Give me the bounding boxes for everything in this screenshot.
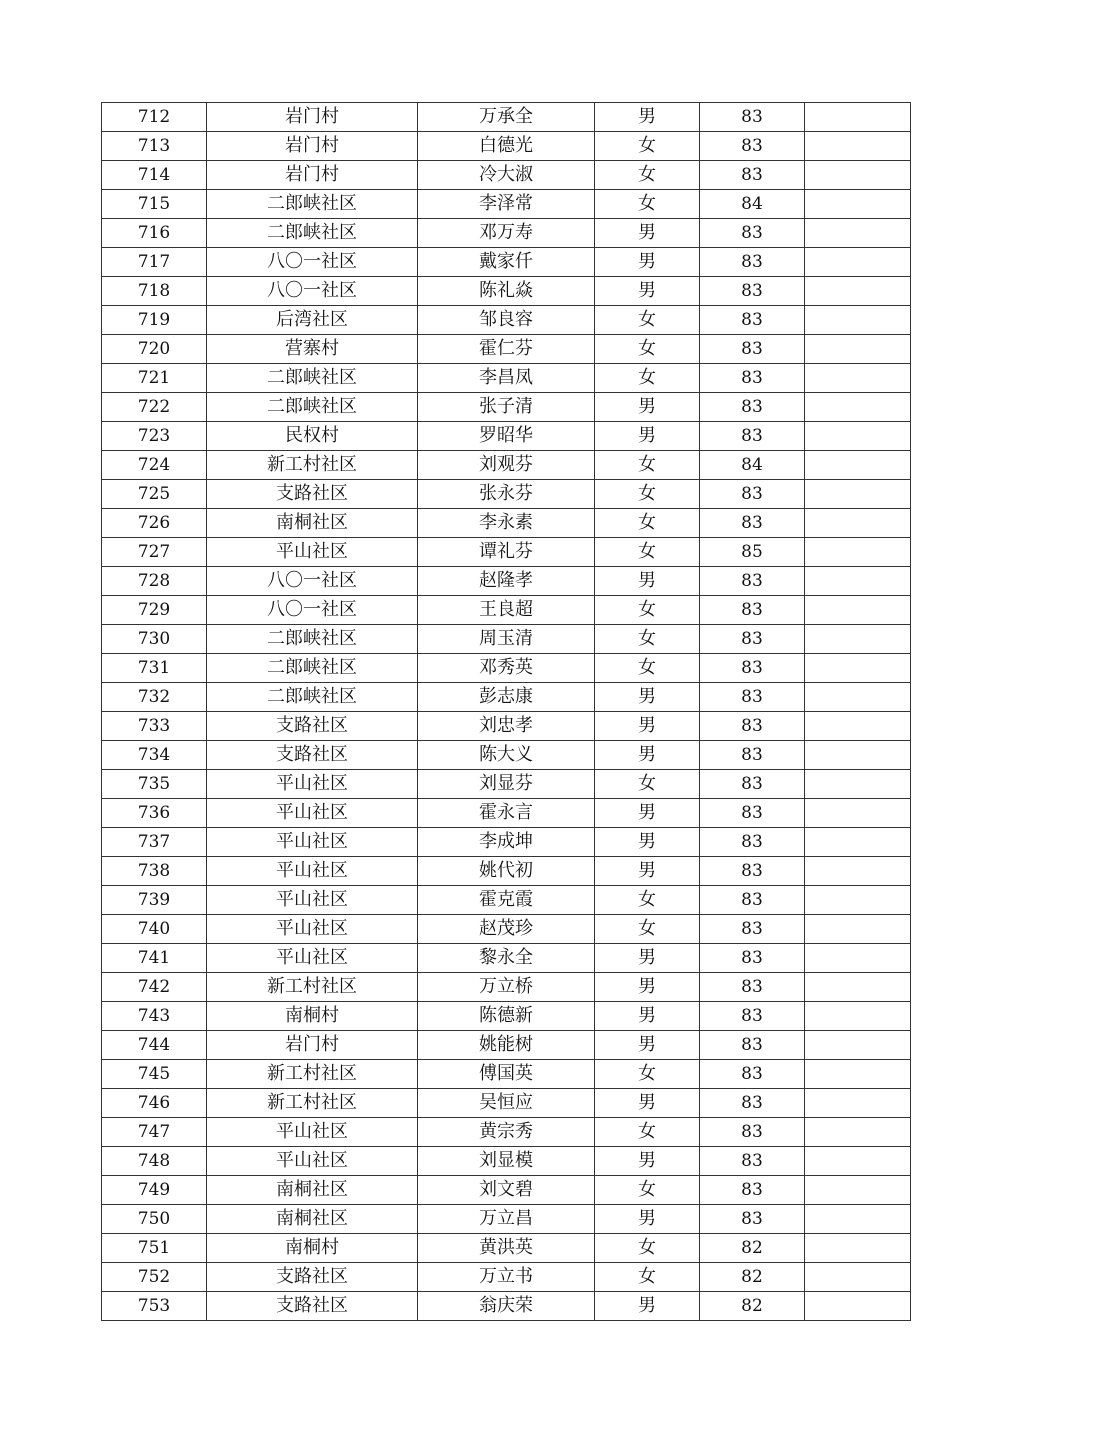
name-cell: 黄洪英 [418,1234,595,1263]
table-row [102,828,911,857]
community-cell: 南桐社区 [207,1205,418,1234]
name-cell: 黎永全 [418,944,595,973]
remark-cell [805,451,911,480]
table-row [102,1002,911,1031]
name-cell: 李昌凤 [418,364,595,393]
remark-cell [805,219,911,248]
table-row [102,393,911,422]
remark-cell [805,1060,911,1089]
row-number-cell: 729 [102,596,207,625]
community-cell: 八〇一社区 [207,596,418,625]
name-cell: 陈礼焱 [418,277,595,306]
remark-cell [805,306,911,335]
age-cell: 83 [700,1031,805,1060]
gender-cell: 男 [595,857,700,886]
row-number-cell: 742 [102,973,207,1002]
community-cell: 平山社区 [207,886,418,915]
roster-table-body [102,103,911,1321]
age-cell: 83 [700,248,805,277]
gender-cell: 男 [595,973,700,1002]
age-cell: 83 [700,712,805,741]
community-cell: 八〇一社区 [207,567,418,596]
gender-cell: 男 [595,944,700,973]
remark-cell [805,1176,911,1205]
row-number-cell: 751 [102,1234,207,1263]
community-cell: 八〇一社区 [207,248,418,277]
community-cell: 岩门村 [207,161,418,190]
row-number-cell: 732 [102,683,207,712]
gender-cell: 女 [595,538,700,567]
name-cell: 霍克霞 [418,886,595,915]
age-cell: 83 [700,1205,805,1234]
name-cell: 李成坤 [418,828,595,857]
community-cell: 二郎峡社区 [207,625,418,654]
age-cell: 83 [700,1147,805,1176]
community-cell: 支路社区 [207,1292,418,1321]
roster-table [101,102,911,1321]
age-cell: 84 [700,190,805,219]
name-cell: 王良超 [418,596,595,625]
remark-cell [805,161,911,190]
remark-cell [805,422,911,451]
age-cell: 83 [700,886,805,915]
community-cell: 八〇一社区 [207,277,418,306]
table-row [102,886,911,915]
community-cell: 二郎峡社区 [207,364,418,393]
gender-cell: 女 [595,335,700,364]
row-number-cell: 734 [102,741,207,770]
remark-cell [805,1031,911,1060]
community-cell: 民权村 [207,422,418,451]
gender-cell: 女 [595,625,700,654]
table-row [102,1118,911,1147]
name-cell: 陈德新 [418,1002,595,1031]
name-cell: 李泽常 [418,190,595,219]
name-cell: 霍永言 [418,799,595,828]
age-cell: 82 [700,1234,805,1263]
remark-cell [805,741,911,770]
table-row [102,683,911,712]
name-cell: 张永芬 [418,480,595,509]
name-cell: 罗昭华 [418,422,595,451]
row-number-cell: 713 [102,132,207,161]
row-number-cell: 714 [102,161,207,190]
name-cell: 冷大淑 [418,161,595,190]
gender-cell: 男 [595,248,700,277]
community-cell: 支路社区 [207,741,418,770]
table-row [102,190,911,219]
community-cell: 平山社区 [207,538,418,567]
community-cell: 支路社区 [207,480,418,509]
community-cell: 营寨村 [207,335,418,364]
row-number-cell: 716 [102,219,207,248]
table-row [102,1031,911,1060]
remark-cell [805,538,911,567]
gender-cell: 女 [595,596,700,625]
age-cell: 83 [700,828,805,857]
community-cell: 南桐村 [207,1002,418,1031]
name-cell: 翁庆荣 [418,1292,595,1321]
table-row [102,1205,911,1234]
table-row [102,770,911,799]
age-cell: 83 [700,1176,805,1205]
age-cell: 83 [700,1089,805,1118]
name-cell: 谭礼芬 [418,538,595,567]
community-cell: 新工村社区 [207,1060,418,1089]
gender-cell: 女 [595,1263,700,1292]
remark-cell [805,103,911,132]
row-number-cell: 752 [102,1263,207,1292]
gender-cell: 女 [595,654,700,683]
remark-cell [805,799,911,828]
table-row [102,1147,911,1176]
row-number-cell: 749 [102,1176,207,1205]
remark-cell [805,1292,911,1321]
age-cell: 83 [700,393,805,422]
table-row [102,944,911,973]
name-cell: 吴恒应 [418,1089,595,1118]
table-row [102,857,911,886]
remark-cell [805,248,911,277]
remark-cell [805,770,911,799]
age-cell: 83 [700,973,805,1002]
name-cell: 陈大义 [418,741,595,770]
age-cell: 83 [700,103,805,132]
community-cell: 平山社区 [207,770,418,799]
name-cell: 邓万寿 [418,219,595,248]
remark-cell [805,596,911,625]
name-cell: 刘忠孝 [418,712,595,741]
row-number-cell: 745 [102,1060,207,1089]
row-number-cell: 720 [102,335,207,364]
gender-cell: 女 [595,509,700,538]
row-number-cell: 723 [102,422,207,451]
gender-cell: 女 [595,132,700,161]
age-cell: 83 [700,480,805,509]
remark-cell [805,973,911,1002]
age-cell: 83 [700,1002,805,1031]
community-cell: 南桐社区 [207,1176,418,1205]
community-cell: 平山社区 [207,944,418,973]
remark-cell [805,509,911,538]
row-number-cell: 747 [102,1118,207,1147]
remark-cell [805,393,911,422]
community-cell: 二郎峡社区 [207,219,418,248]
remark-cell [805,654,911,683]
row-number-cell: 721 [102,364,207,393]
community-cell: 南桐社区 [207,509,418,538]
table-row [102,277,911,306]
row-number-cell: 736 [102,799,207,828]
row-number-cell: 712 [102,103,207,132]
table-row [102,1060,911,1089]
gender-cell: 女 [595,1060,700,1089]
name-cell: 刘观芬 [418,451,595,480]
row-number-cell: 730 [102,625,207,654]
remark-cell [805,828,911,857]
age-cell: 83 [700,770,805,799]
gender-cell: 女 [595,886,700,915]
community-cell: 平山社区 [207,857,418,886]
name-cell: 姚代初 [418,857,595,886]
age-cell: 84 [700,451,805,480]
remark-cell [805,1089,911,1118]
age-cell: 83 [700,219,805,248]
gender-cell: 男 [595,741,700,770]
gender-cell: 男 [595,1292,700,1321]
row-number-cell: 741 [102,944,207,973]
gender-cell: 男 [595,567,700,596]
row-number-cell: 739 [102,886,207,915]
table-row [102,1176,911,1205]
table-row [102,567,911,596]
name-cell: 邹良容 [418,306,595,335]
table-row [102,1292,911,1321]
community-cell: 南桐村 [207,1234,418,1263]
gender-cell: 男 [595,1031,700,1060]
remark-cell [805,277,911,306]
row-number-cell: 753 [102,1292,207,1321]
community-cell: 二郎峡社区 [207,190,418,219]
community-cell: 支路社区 [207,712,418,741]
table-row [102,422,911,451]
name-cell: 万立书 [418,1263,595,1292]
remark-cell [805,625,911,654]
row-number-cell: 746 [102,1089,207,1118]
table-row [102,538,911,567]
name-cell: 万立桥 [418,973,595,1002]
row-number-cell: 718 [102,277,207,306]
table-row [102,132,911,161]
remark-cell [805,683,911,712]
remark-cell [805,190,911,219]
gender-cell: 男 [595,828,700,857]
table-row [102,973,911,1002]
age-cell: 83 [700,509,805,538]
age-cell: 83 [700,944,805,973]
community-cell: 岩门村 [207,1031,418,1060]
name-cell: 刘显芬 [418,770,595,799]
row-number-cell: 727 [102,538,207,567]
community-cell: 岩门村 [207,132,418,161]
age-cell: 83 [700,132,805,161]
remark-cell [805,567,911,596]
gender-cell: 男 [595,1089,700,1118]
name-cell: 白德光 [418,132,595,161]
gender-cell: 男 [595,219,700,248]
remark-cell [805,132,911,161]
gender-cell: 女 [595,1234,700,1263]
community-cell: 平山社区 [207,1118,418,1147]
table-row [102,480,911,509]
remark-cell [805,480,911,509]
table-row [102,1234,911,1263]
community-cell: 后湾社区 [207,306,418,335]
gender-cell: 女 [595,161,700,190]
age-cell: 83 [700,1118,805,1147]
table-row [102,741,911,770]
row-number-cell: 737 [102,828,207,857]
remark-cell [805,944,911,973]
age-cell: 82 [700,1292,805,1321]
remark-cell [805,1205,911,1234]
remark-cell [805,364,911,393]
gender-cell: 女 [595,1118,700,1147]
table-row [102,509,911,538]
gender-cell: 女 [595,770,700,799]
table-row [102,306,911,335]
name-cell: 邓秀英 [418,654,595,683]
community-cell: 新工村社区 [207,1089,418,1118]
row-number-cell: 726 [102,509,207,538]
table-row [102,451,911,480]
remark-cell [805,1002,911,1031]
name-cell: 刘显模 [418,1147,595,1176]
row-number-cell: 715 [102,190,207,219]
table-row [102,654,911,683]
row-number-cell: 735 [102,770,207,799]
remark-cell [805,1147,911,1176]
name-cell: 赵隆孝 [418,567,595,596]
age-cell: 83 [700,422,805,451]
gender-cell: 女 [595,480,700,509]
gender-cell: 男 [595,799,700,828]
age-cell: 83 [700,625,805,654]
community-cell: 平山社区 [207,799,418,828]
age-cell: 83 [700,596,805,625]
age-cell: 83 [700,161,805,190]
gender-cell: 女 [595,1176,700,1205]
row-number-cell: 724 [102,451,207,480]
table-row [102,335,911,364]
community-cell: 新工村社区 [207,973,418,1002]
name-cell: 霍仁芬 [418,335,595,364]
age-cell: 83 [700,741,805,770]
name-cell: 戴家仟 [418,248,595,277]
gender-cell: 女 [595,306,700,335]
gender-cell: 男 [595,712,700,741]
remark-cell [805,335,911,364]
name-cell: 万立昌 [418,1205,595,1234]
gender-cell: 男 [595,1002,700,1031]
gender-cell: 女 [595,451,700,480]
age-cell: 83 [700,683,805,712]
name-cell: 万承全 [418,103,595,132]
gender-cell: 女 [595,364,700,393]
table-row [102,1263,911,1292]
row-number-cell: 748 [102,1147,207,1176]
row-number-cell: 722 [102,393,207,422]
row-number-cell: 731 [102,654,207,683]
table-row [102,103,911,132]
row-number-cell: 743 [102,1002,207,1031]
table-row [102,915,911,944]
name-cell: 彭志康 [418,683,595,712]
row-number-cell: 717 [102,248,207,277]
gender-cell: 男 [595,422,700,451]
age-cell: 83 [700,799,805,828]
age-cell: 83 [700,857,805,886]
age-cell: 83 [700,277,805,306]
gender-cell: 男 [595,277,700,306]
remark-cell [805,915,911,944]
gender-cell: 男 [595,103,700,132]
community-cell: 平山社区 [207,915,418,944]
community-cell: 二郎峡社区 [207,654,418,683]
age-cell: 83 [700,654,805,683]
remark-cell [805,1118,911,1147]
gender-cell: 男 [595,393,700,422]
remark-cell [805,1263,911,1292]
row-number-cell: 719 [102,306,207,335]
row-number-cell: 725 [102,480,207,509]
community-cell: 二郎峡社区 [207,393,418,422]
remark-cell [805,712,911,741]
community-cell: 二郎峡社区 [207,683,418,712]
gender-cell: 男 [595,1205,700,1234]
age-cell: 82 [700,1263,805,1292]
gender-cell: 男 [595,1147,700,1176]
table-row [102,799,911,828]
table-row [102,1089,911,1118]
remark-cell [805,1234,911,1263]
community-cell: 平山社区 [207,828,418,857]
community-cell: 新工村社区 [207,451,418,480]
name-cell: 张子清 [418,393,595,422]
age-cell: 85 [700,538,805,567]
age-cell: 83 [700,306,805,335]
name-cell: 赵茂珍 [418,915,595,944]
row-number-cell: 750 [102,1205,207,1234]
age-cell: 83 [700,567,805,596]
table-row [102,219,911,248]
row-number-cell: 728 [102,567,207,596]
age-cell: 83 [700,1060,805,1089]
community-cell: 岩门村 [207,103,418,132]
age-cell: 83 [700,364,805,393]
table-row [102,161,911,190]
gender-cell: 男 [595,683,700,712]
gender-cell: 女 [595,190,700,219]
community-cell: 平山社区 [207,1147,418,1176]
name-cell: 李永素 [418,509,595,538]
remark-cell [805,857,911,886]
row-number-cell: 744 [102,1031,207,1060]
row-number-cell: 733 [102,712,207,741]
gender-cell: 女 [595,915,700,944]
row-number-cell: 738 [102,857,207,886]
table-row [102,248,911,277]
name-cell: 刘文碧 [418,1176,595,1205]
name-cell: 周玉清 [418,625,595,654]
age-cell: 83 [700,915,805,944]
age-cell: 83 [700,335,805,364]
name-cell: 黄宗秀 [418,1118,595,1147]
table-row [102,712,911,741]
name-cell: 傅国英 [418,1060,595,1089]
name-cell: 姚能树 [418,1031,595,1060]
table-row [102,625,911,654]
row-number-cell: 740 [102,915,207,944]
community-cell: 支路社区 [207,1263,418,1292]
table-row [102,596,911,625]
table-row [102,364,911,393]
remark-cell [805,886,911,915]
